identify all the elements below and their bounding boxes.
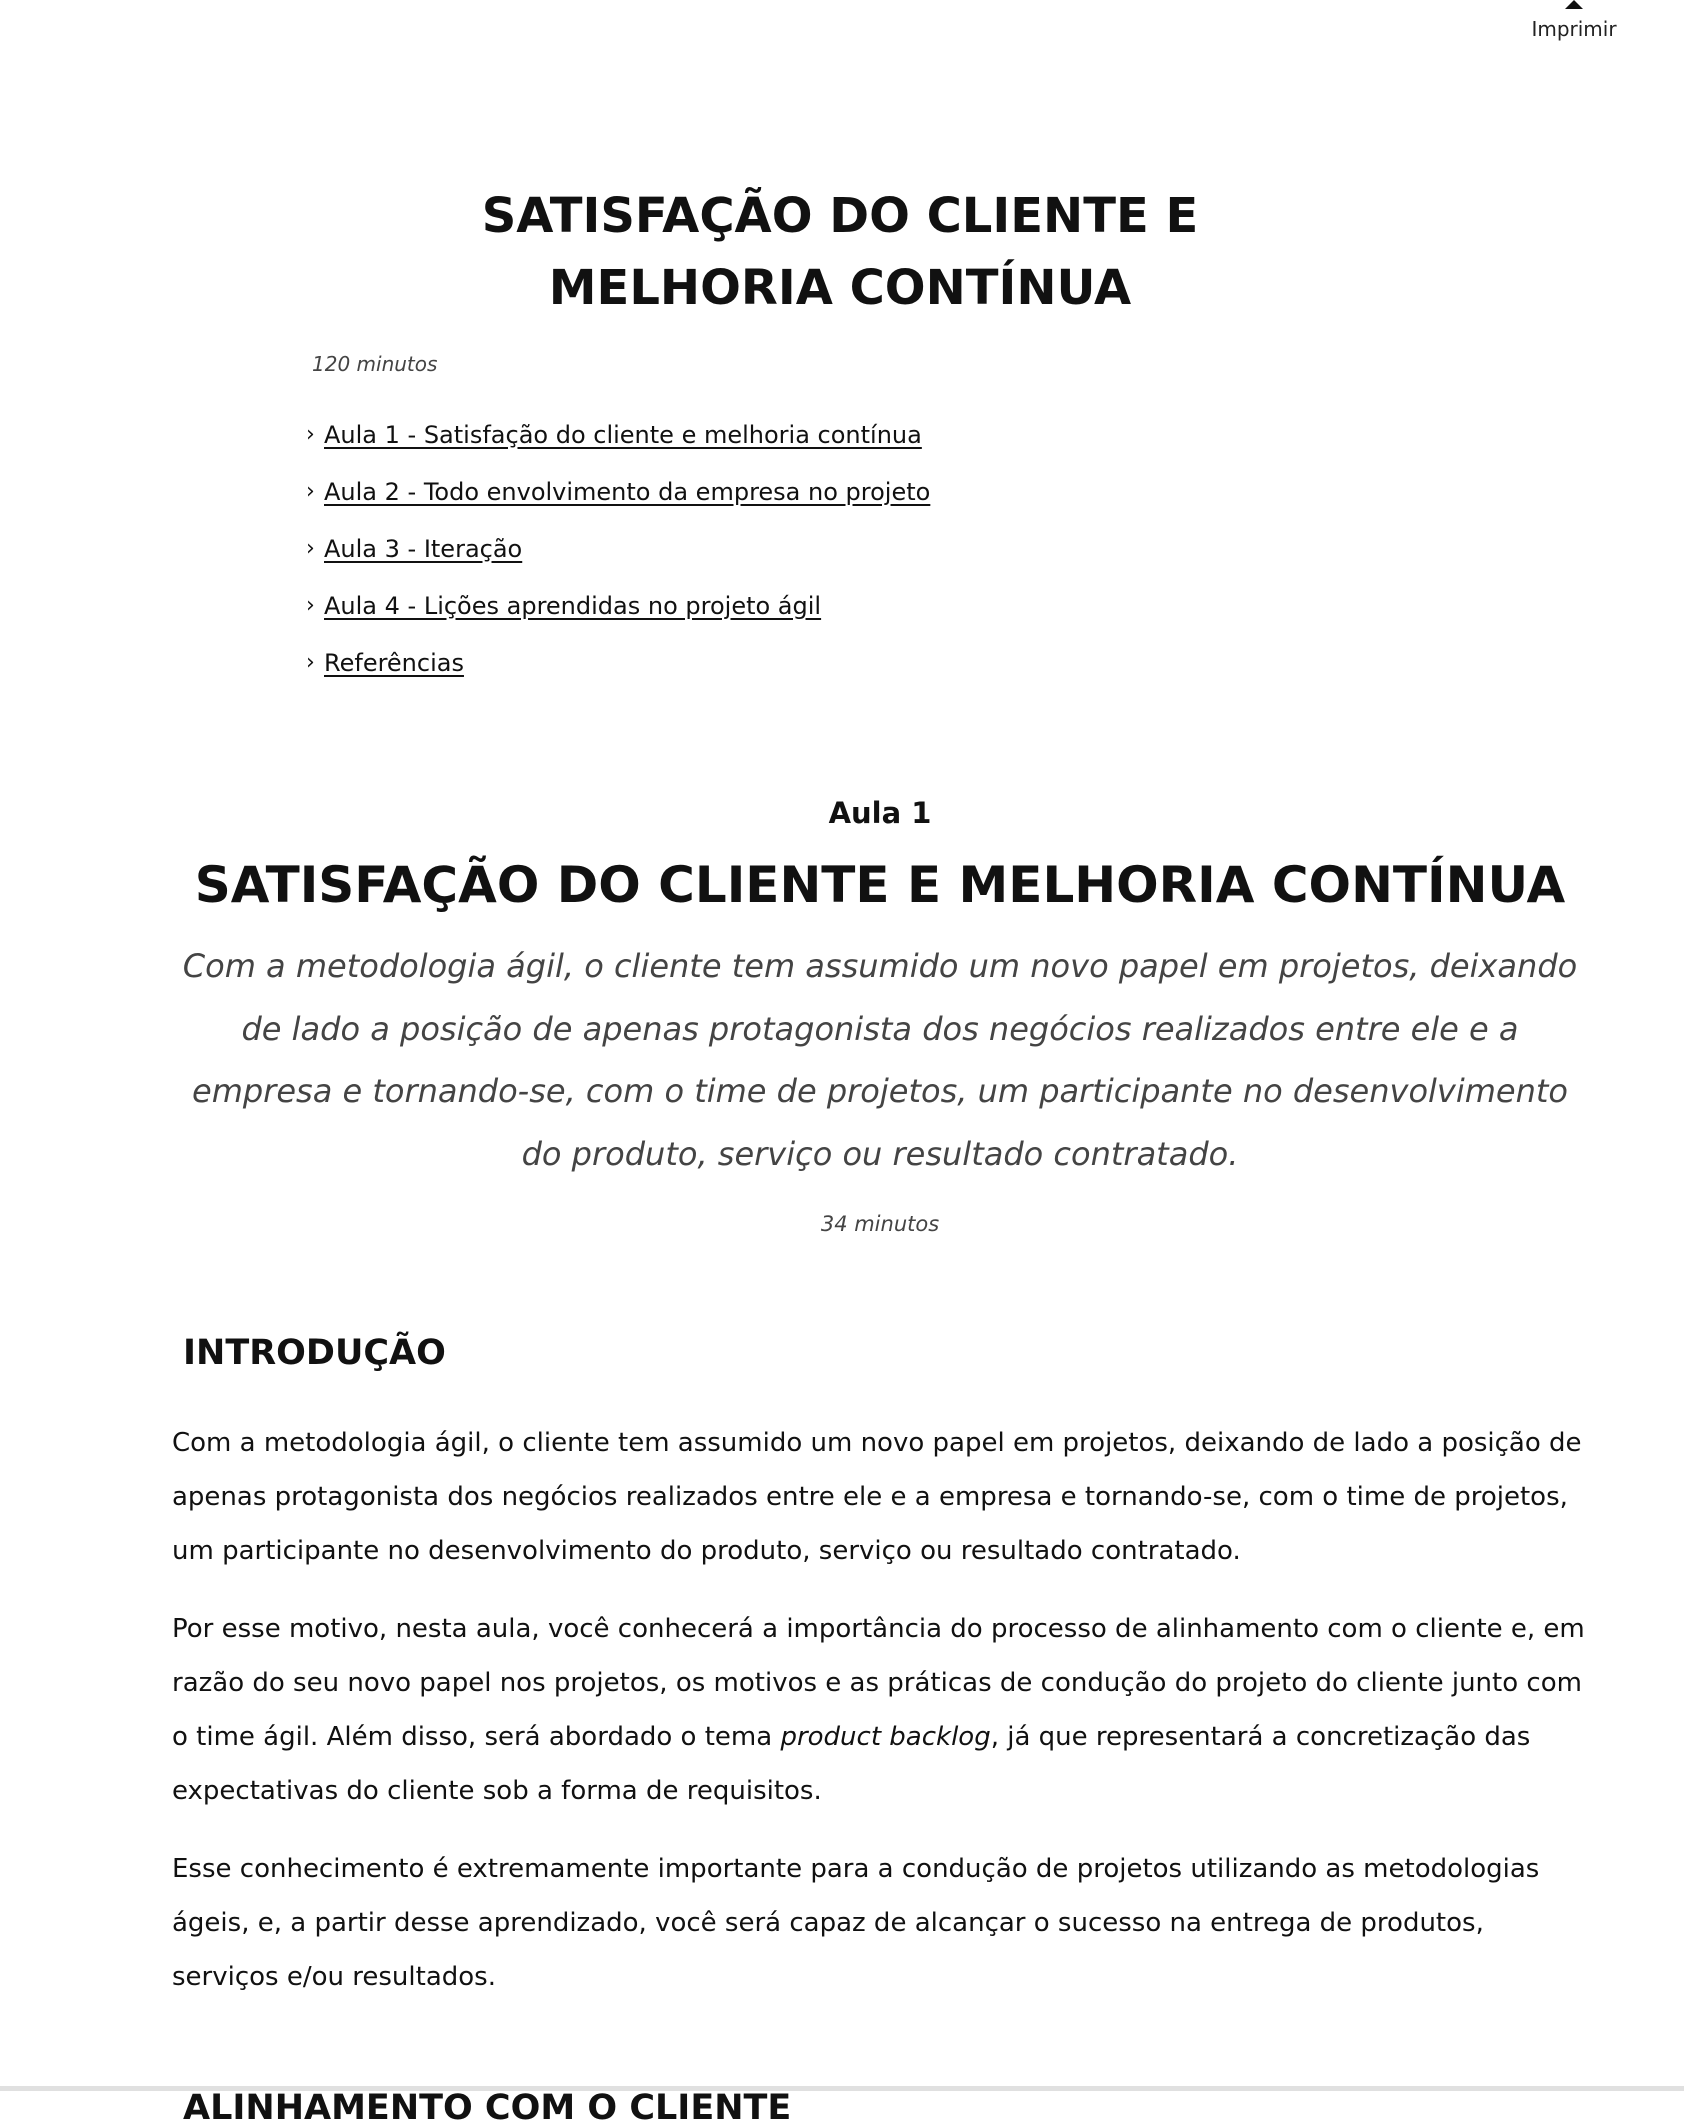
toc-item	[306, 463, 930, 520]
emphasis-term: product backlog	[780, 1722, 991, 1752]
toc-link-referencias[interactable]: Referências	[324, 648, 464, 677]
toc-item	[306, 406, 930, 463]
chevron-right-icon: ›	[306, 649, 315, 675]
chevron-right-icon: ›	[306, 421, 315, 447]
print-button[interactable]	[1514, 0, 1634, 50]
paragraph: Com a metodologia ágil, o cliente tem assumido um novo papel em projetos, deixando de lado a posição de apenas protagonista dos negócios realizados entre ele e a empresa e tornando-se, com o time de projetos, um participante no desenvolvimento do produto, serviço ou resultado contratado.	[172, 1428, 1582, 1566]
toc-item	[306, 577, 930, 634]
chevron-right-icon: ›	[306, 478, 315, 504]
lesson-label: Aula 1	[828, 796, 932, 830]
paragraph-text: , já que representará a concretização das expectativas do cliente sob a forma de requisitos.	[172, 1722, 1531, 1806]
section-heading-alinhamento: ALINHAMENTO COM O CLIENTE	[183, 2088, 792, 2128]
toc-item	[306, 520, 930, 577]
lesson-duration: 34 minutos	[820, 1212, 940, 1236]
toc-link-aula-4[interactable]: Aula 4 - Lições aprendidas no projeto ágil	[324, 591, 822, 620]
section-heading-introducao: INTRODUÇÃO	[183, 1333, 446, 1373]
paragraph-text: Por esse motivo, nesta aula, você conhecerá a importância do processo de alinhamento com o cliente e, em razão do seu novo papel nos projetos, os motivos e as práticas de condução do projeto do cliente junto com o time ágil. Além disso, será abordado o tema	[172, 1614, 1585, 1752]
paragraph	[172, 1602, 1592, 1818]
chevron-right-icon: ›	[306, 535, 315, 561]
chevron-right-icon: ›	[306, 592, 315, 618]
lesson-title: SATISFAÇÃO DO CLIENTE E MELHORIA CONTÍNUA	[194, 856, 1566, 914]
toc-link-aula-2[interactable]: Aula 2 - Todo envolvimento da empresa no projeto	[324, 477, 931, 506]
table-of-contents	[306, 406, 930, 691]
total-duration: 120 minutos	[312, 352, 438, 376]
intro-body	[172, 1416, 1592, 2028]
page-title: SATISFAÇÃO DO CLIENTE E MELHORIA CONTÍNUA	[481, 188, 1199, 316]
paragraph: Esse conhecimento é extremamente importante para a condução de projetos utilizando as metodologias ágeis, e, a partir desse aprendizado, você será capaz de alcançar o sucesso na entrega de produtos, serviços e/ou resultados.	[172, 1854, 1540, 1992]
toc-link-aula-3[interactable]: Aula 3 - Iteração	[324, 534, 523, 563]
arrow-up-icon	[1565, 0, 1583, 9]
lesson-summary: Com a metodologia ágil, o cliente tem assumido um novo papel em projetos, deixando de lado a posição de apenas protagonista dos negócios realizados entre ele e a empresa e tornando-se, com o time de projetos, um participante no desenvolvimento do produto, serviço ou resultado contratado.	[182, 947, 1578, 1173]
toc-link-aula-1[interactable]: Aula 1 - Satisfação do cliente e melhoria contínua	[324, 420, 922, 449]
toc-item	[306, 634, 930, 691]
print-label: Imprimir	[1531, 17, 1617, 41]
